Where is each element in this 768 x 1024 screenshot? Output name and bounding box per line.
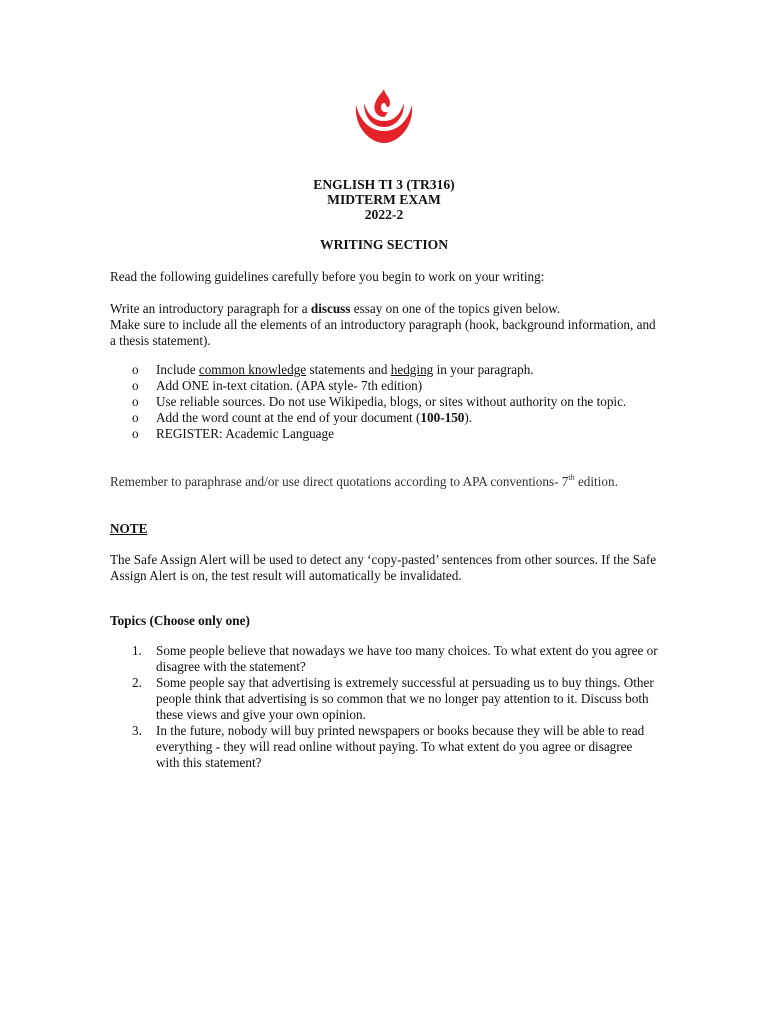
bullet-marker: o bbox=[132, 378, 139, 393]
list-item bbox=[110, 426, 658, 442]
guideline-list bbox=[110, 362, 658, 442]
course-title: ENGLISH TI 3 (TR316) bbox=[313, 177, 455, 192]
instructions bbox=[110, 301, 658, 349]
bullet-text: ). bbox=[464, 410, 473, 425]
topics-heading: Topics (Choose only one) bbox=[110, 613, 250, 628]
topic-text: In the future, nobody will buy printed newspapers or books because they will be able to read everything - they will read online without paying. To what extent do you agree or disagree with this statement? bbox=[156, 723, 645, 770]
bullet-marker: o bbox=[132, 426, 139, 441]
bullet-text: in your paragraph. bbox=[433, 362, 534, 377]
university-logo-icon bbox=[350, 87, 418, 145]
word-count-range: 100-150 bbox=[420, 410, 465, 425]
instructions-line1-post: essay on one of the topics given below. bbox=[350, 301, 561, 316]
topic-number: 3. bbox=[132, 723, 142, 738]
superscript-th: th bbox=[568, 473, 575, 482]
list-item bbox=[110, 394, 658, 410]
safe-assign-text: The Safe Assign Alert will be used to detect any ‘copy-pasted’ sentences from other sources. If the Safe Assign Alert is on, the test result will automatically be invalidated. bbox=[110, 552, 657, 583]
topic-text: Some people believe that nowadays we have too many choices. To what extent do you agree or disagree with the statement? bbox=[156, 643, 658, 674]
bullet-marker: o bbox=[132, 362, 139, 377]
intro-text: Read the following guidelines carefully before you begin to work on your writing: bbox=[110, 269, 545, 284]
list-item bbox=[110, 643, 658, 675]
instructions-line1-pre: Write an introductory paragraph for a bbox=[110, 301, 311, 316]
bullet-marker: o bbox=[132, 410, 139, 425]
bullet-text: Add the word count at the end of your document ( bbox=[156, 410, 421, 425]
remember-note bbox=[110, 474, 658, 490]
list-item bbox=[110, 675, 658, 723]
hedging-term: hedging bbox=[390, 362, 434, 377]
bullet-text: Use reliable sources. Do not use Wikipedia, blogs, or sites without authority on the topic. bbox=[156, 394, 627, 409]
section-title: WRITING SECTION bbox=[319, 237, 449, 252]
exam-term: 2022-2 bbox=[364, 207, 404, 222]
exam-title: MIDTERM EXAM bbox=[327, 192, 441, 207]
remember-text: Remember to paraphrase and/or use direct quotations according to APA conventions- 7 bbox=[110, 474, 569, 489]
list-item bbox=[110, 362, 658, 378]
list-item bbox=[110, 378, 658, 394]
bullet-text: REGISTER: Academic Language bbox=[156, 426, 334, 441]
bullet-text: statements and bbox=[306, 362, 391, 377]
bullet-marker: o bbox=[132, 394, 139, 409]
instructions-line2: Make sure to include all the elements of an introductory paragraph (hook, background information, and a thesis statement). bbox=[110, 317, 656, 348]
topics-list bbox=[110, 643, 658, 771]
common-knowledge-term: common knowledge bbox=[198, 362, 307, 377]
topic-number: 2. bbox=[132, 675, 142, 690]
bullet-text: Add ONE in-text citation. (APA style- 7th edition) bbox=[156, 378, 423, 393]
list-item bbox=[110, 410, 658, 426]
instructions-discuss: discuss bbox=[310, 301, 351, 316]
remember-end: edition. bbox=[574, 474, 618, 489]
note-heading: NOTE bbox=[110, 521, 148, 536]
bullet-text: Include bbox=[156, 362, 199, 377]
topic-number: 1. bbox=[132, 643, 142, 658]
list-item bbox=[110, 723, 658, 771]
topic-text: Some people say that advertising is extremely successful at persuading us to buy things. Other people think that advertising is so common that we no longer pay attention to it. Discuss both these views and give your own opinion. bbox=[156, 675, 654, 722]
